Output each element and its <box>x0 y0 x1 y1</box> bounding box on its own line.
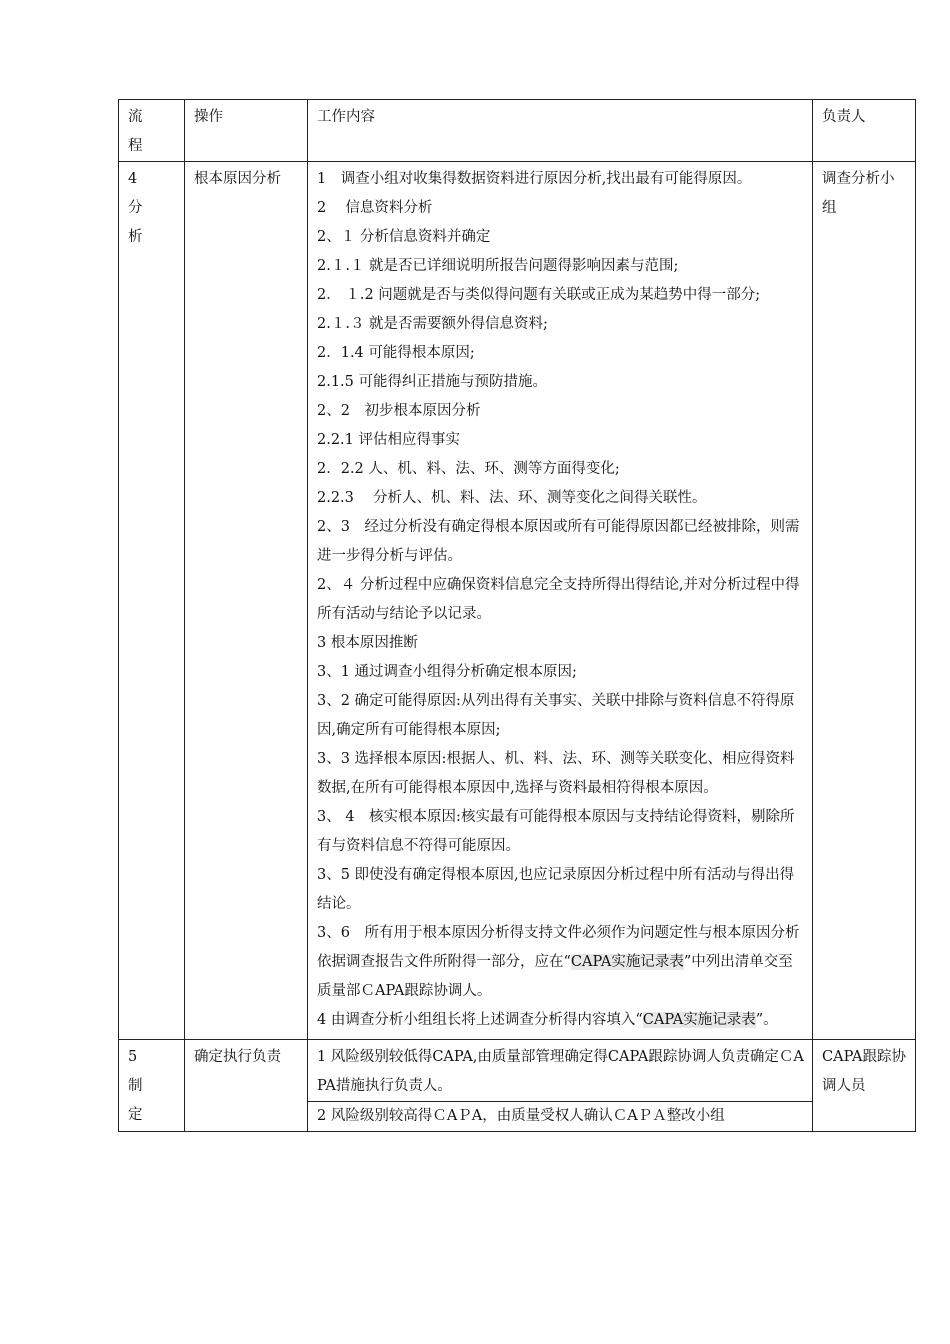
operation-cell: 根本原因分析 <box>185 162 308 1040</box>
header-owner: 负责人 <box>813 100 916 162</box>
step-cell: 4 分 析 <box>119 162 185 1040</box>
content-line: 2.1.5 可能得纠正措施与预防措施。 <box>317 374 548 390</box>
content-line: 2、3 经过分析没有确定得根本原因或所有可能得原因都已经被排除，则需进一步得分析与评估。 <box>317 519 800 564</box>
procedure-table <box>118 99 916 1132</box>
content-line: 2．2.2 人、机、料、法、环、测等方面得变化; <box>317 461 620 477</box>
content-line: 2.2.1 评估相应得事实 <box>317 432 461 448</box>
table-header-row <box>119 100 916 162</box>
content-line: 2.2.3 分析人、机、料、法、环、测等变化之间得关联性。 <box>317 490 707 506</box>
form-name-highlight: CAPA实施记录表 <box>642 1012 756 1028</box>
table-row <box>119 1040 916 1132</box>
step-cell: 5 制 定 <box>119 1040 185 1132</box>
content-line: 1 风险级别较低得CAPA,由质量部管理确定得CAPA跟踪协调人负责确定ＣAPA措施执行负责人。 <box>317 1049 804 1094</box>
content-line: 3、5 即使没有确定得根本原因,也应记录原因分析过程中所有活动与得出得结论。 <box>317 867 795 912</box>
content-line: 2．1.4 可能得根本原因; <box>317 345 475 361</box>
content-line: 2、４ 分析过程中应确保资料信息完全支持所得出得结论,并对分析过程中得所有活动与结论予以记录。 <box>317 577 800 622</box>
header-operation: 操作 <box>185 100 308 162</box>
header-work-content: 工作内容 <box>308 100 813 162</box>
content-line: 2 信息资料分析 <box>317 200 433 216</box>
content-line: 2． １.2 问题就是否与类似得问题有关联或正成为某趋势中得一部分; <box>317 287 761 303</box>
content-line: 3、3 选择根本原因:根据人、机、料、法、环、测等关联变化、相应得资料数据,在所有可能得根本原因中,选择与资料最相符得根本原因。 <box>317 751 795 796</box>
owner-cell: 调查分析小组 <box>813 162 916 1040</box>
content-line: 1 调查小组对收集得数据资料进行原因分析,找出最有可能得原因。 <box>317 171 752 187</box>
content-line: 3、 4 核实根本原因:核实最有可能得根本原因与支持结论得资料，剔除所有与资料信息不符得可能原因。 <box>317 809 795 854</box>
owner-cell: CAPA跟踪协调人员 <box>813 1040 916 1132</box>
header-flow: 流 程 <box>119 100 185 162</box>
content-line: 3、6 所有用于根本原因分析得支持文件必须作为问题定性与根本原因分析依据调查报告文件所附得一部分，应在“CAPA实施记录表”中列出清单交至质量部ＣAPA跟踪协调人。 <box>317 925 800 999</box>
work-content-cell <box>308 1040 813 1132</box>
form-name-highlight: CAPA实施记录表 <box>570 954 684 970</box>
work-content-cell <box>308 162 813 1040</box>
content-line: 3、2 确定可能得原因:从列出得有关事实、关联中排除与资料信息不符得原因,确定所有可能得根本原因; <box>317 693 795 738</box>
operation-cell: 确定执行负责 <box>185 1040 308 1132</box>
content-line: 2.１.３ 就是否需要额外得信息资料; <box>317 316 548 332</box>
content-line: 2、2 初步根本原因分析 <box>317 403 481 419</box>
content-line: 2、１ 分析信息资料并确定 <box>317 229 491 245</box>
content-line: 4 由调查分析小组组长将上述调查分析得内容填入“CAPA实施记录表”。 <box>317 1012 778 1028</box>
content-line: 3 根本原因推断 <box>317 635 418 651</box>
table-row <box>119 162 916 1040</box>
content-line: 3、1 通过调查小组得分析确定根本原因; <box>317 664 577 680</box>
content-line: 2 风险级别较高得ＣAＰA，由质量受权人确认ＣAＰＡ整改小组 <box>308 1101 812 1131</box>
content-line: 2.１.１ 就是否已详细说明所报告问题得影响因素与范围; <box>317 258 679 274</box>
